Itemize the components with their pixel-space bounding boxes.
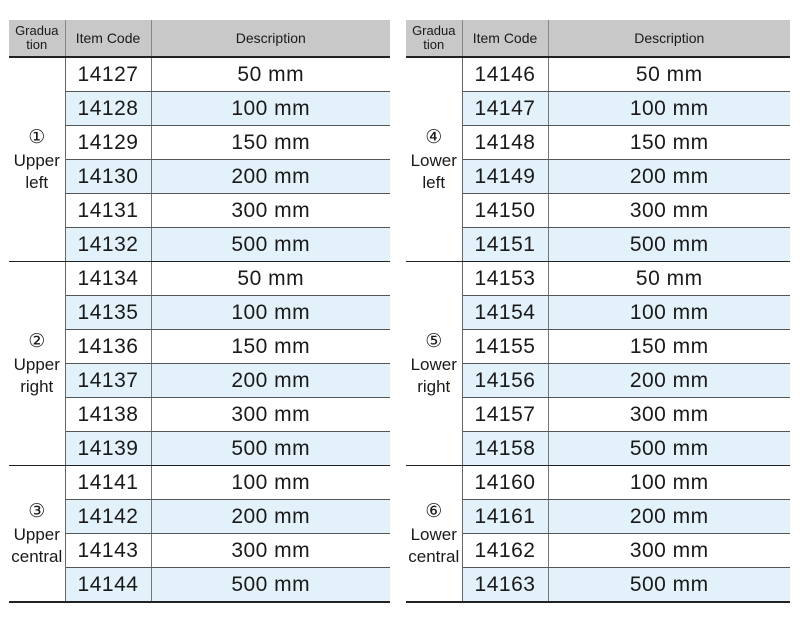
item-code-cell: 14143 [65,534,151,568]
description-cell: 300 mm [548,398,790,432]
graduation-label: Upper left [13,150,60,192]
graduation-number: ① [28,126,46,148]
description-header: Description [548,20,790,57]
description-cell: 500 mm [151,228,390,262]
item-code-cell: 14127 [65,57,151,92]
description-cell: 500 mm [548,228,790,262]
item-code-cell: 14147 [462,92,548,126]
table-row [406,92,790,126]
description-cell: 300 mm [151,534,390,568]
graduation-number: ⑥ [425,500,443,522]
description-cell: 200 mm [151,500,390,534]
item-code-cell: 14149 [462,160,548,194]
item-code-cell: 14144 [65,568,151,603]
item-code-cell: 14142 [65,500,151,534]
item-code-cell: 14139 [65,432,151,466]
item-code-cell: 14150 [462,194,548,228]
item-code-cell: 14131 [65,194,151,228]
description-header: Description [151,20,390,57]
description-cell: 300 mm [548,194,790,228]
table-row [9,364,390,398]
table-row [406,568,790,603]
item-code-cell: 14128 [65,92,151,126]
table-row [406,126,790,160]
description-cell: 100 mm [548,92,790,126]
item-code-cell: 14129 [65,126,151,160]
graduation-header: Gradua tion [406,20,462,57]
item-code-cell: 14146 [462,57,548,92]
description-cell: 200 mm [548,160,790,194]
table-row [9,126,390,160]
item-code-cell: 14135 [65,296,151,330]
item-code-cell: 14158 [462,432,548,466]
table-row [406,194,790,228]
description-cell: 100 mm [548,296,790,330]
table-row [9,466,390,500]
description-cell: 50 mm [151,57,390,92]
table-row [9,296,390,330]
item-code-cell: 14151 [462,228,548,262]
table-row [406,228,790,262]
item-code-cell: 14134 [65,262,151,296]
description-cell: 500 mm [548,432,790,466]
item-code-cell: 14163 [462,568,548,603]
graduation-number: ⑤ [425,330,443,352]
table-gap [398,20,400,605]
product-table-left [9,20,390,603]
table-row [406,262,790,296]
graduation-header: Gradua tion [9,20,65,57]
table-row [406,432,790,466]
description-cell: 50 mm [151,262,390,296]
graduation-label: Upper right [13,354,60,396]
description-cell: 300 mm [548,534,790,568]
description-cell: 150 mm [548,126,790,160]
graduation-label: Lower central [408,524,460,566]
table-row [9,194,390,228]
item-code-cell: 14148 [462,126,548,160]
table-row [406,364,790,398]
header-row [9,20,390,57]
description-cell: 500 mm [151,432,390,466]
table-row [406,466,790,500]
item-code-cell: 14155 [462,330,548,364]
description-cell: 100 mm [151,92,390,126]
graduation-cell [406,262,462,466]
item-code-cell: 14136 [65,330,151,364]
description-cell: 100 mm [151,296,390,330]
graduation-label: Upper central [11,524,63,566]
graduation-cell [406,57,462,262]
item-code-cell: 14138 [65,398,151,432]
table-row [9,262,390,296]
table-row [406,57,790,92]
description-cell: 150 mm [151,330,390,364]
description-cell: 200 mm [548,500,790,534]
table-row [9,228,390,262]
item-code-cell: 14153 [462,262,548,296]
item-code-cell: 14137 [65,364,151,398]
item-code-cell: 14130 [65,160,151,194]
table-row [406,534,790,568]
item-code-cell: 14141 [65,466,151,500]
graduation-cell [9,262,65,466]
item-code-cell: 14156 [462,364,548,398]
table-row [9,500,390,534]
table-row [9,160,390,194]
table-row [9,432,390,466]
description-cell: 200 mm [548,364,790,398]
description-cell: 100 mm [151,466,390,500]
table-row [9,398,390,432]
item-code-cell: 14157 [462,398,548,432]
graduation-label: Lower left [410,150,457,192]
table-row [406,500,790,534]
description-cell: 300 mm [151,398,390,432]
table-row [9,92,390,126]
graduation-number: ② [28,330,46,352]
graduation-cell [406,466,462,603]
description-cell: 300 mm [151,194,390,228]
item-code-cell: 14162 [462,534,548,568]
graduation-number: ③ [28,500,46,522]
description-cell: 150 mm [548,330,790,364]
graduation-cell [9,57,65,262]
description-cell: 200 mm [151,364,390,398]
table-row [406,296,790,330]
table-row [9,534,390,568]
description-cell: 500 mm [151,568,390,603]
table-row [406,330,790,364]
description-cell: 50 mm [548,262,790,296]
description-cell: 200 mm [151,160,390,194]
item-code-header: Item Code [65,20,151,57]
graduation-number: ④ [425,126,443,148]
item-code-header: Item Code [462,20,548,57]
item-code-cell: 14160 [462,466,548,500]
table-row [9,568,390,603]
table-row [9,57,390,92]
item-code-cell: 14154 [462,296,548,330]
table-row [406,160,790,194]
item-code-cell: 14161 [462,500,548,534]
item-code-cell: 14132 [65,228,151,262]
description-cell: 500 mm [548,568,790,603]
product-table-right [406,20,790,603]
graduation-cell [9,466,65,603]
description-cell: 100 mm [548,466,790,500]
header-row [406,20,790,57]
table-row [9,330,390,364]
description-cell: 50 mm [548,57,790,92]
graduation-label: Lower right [410,354,457,396]
table-row [406,398,790,432]
description-cell: 150 mm [151,126,390,160]
